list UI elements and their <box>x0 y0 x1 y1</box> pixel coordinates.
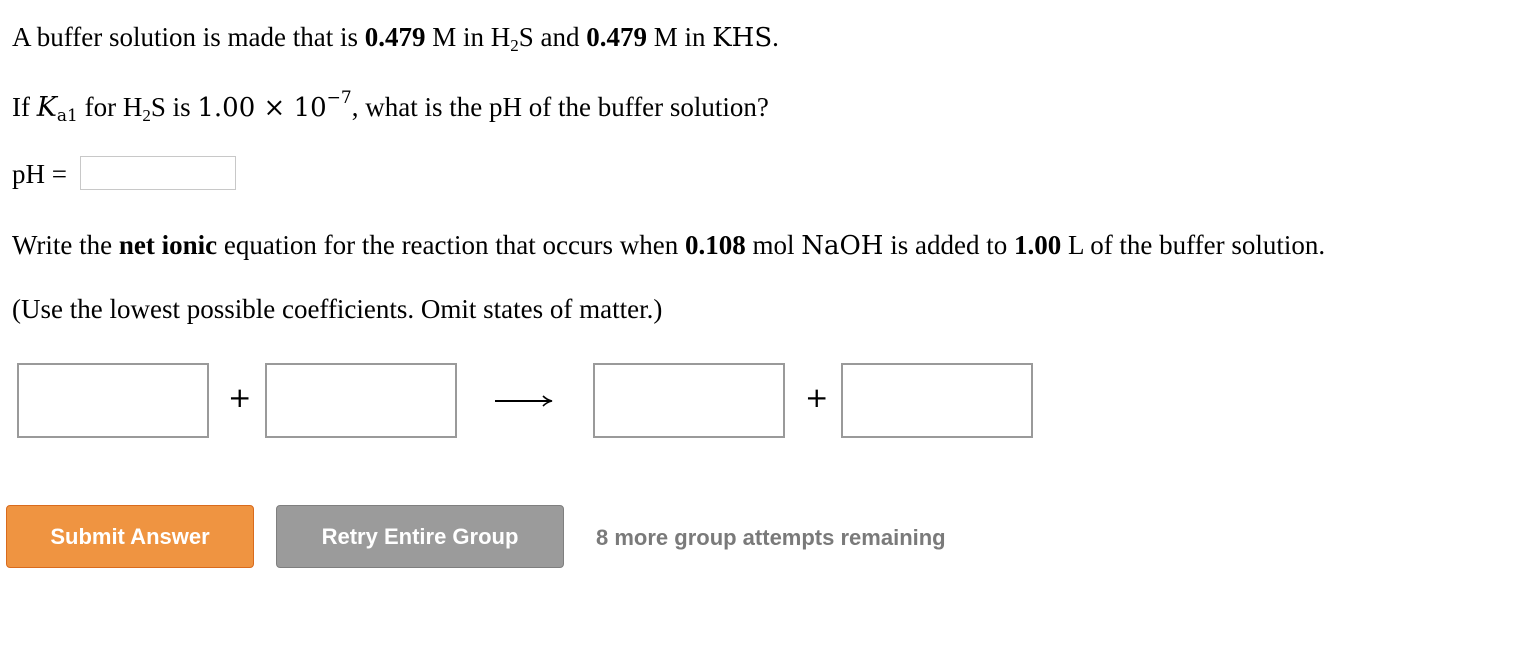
subscript: 2 <box>142 106 151 125</box>
text: Write the <box>12 230 119 260</box>
retry-entire-group-button[interactable]: Retry Entire Group <box>276 505 564 568</box>
text: mol <box>745 230 802 260</box>
text: . <box>772 22 779 52</box>
reactant-2-input[interactable] <box>265 363 457 438</box>
text: M in <box>646 22 713 52</box>
net-ionic-emphasis: net ionic <box>118 230 218 260</box>
buffer-description <box>12 22 779 55</box>
instructions: (Use the lowest possible coefficients. Omit states of matter.) <box>12 294 663 324</box>
text: equation for the reaction that occurs when <box>217 230 685 260</box>
naoh-formula: NaOH <box>801 231 884 261</box>
text: A buffer solution is made that is <box>12 22 365 52</box>
ka-question <box>12 88 769 126</box>
text: is added to <box>883 230 1014 260</box>
net-ionic-prompt <box>12 232 1325 259</box>
ph-label: pH = <box>12 159 67 189</box>
submit-answer-button[interactable]: Submit Answer <box>6 505 254 568</box>
attempts-remaining-text: 8 more group attempts remaining <box>596 525 946 550</box>
product-2-input[interactable] <box>841 363 1033 438</box>
ka-exponent: −7 <box>326 88 352 108</box>
ph-input[interactable] <box>80 156 236 190</box>
subscript: 2 <box>510 36 519 55</box>
text: , what is the pH of the buffer solution? <box>351 92 769 122</box>
ka-value: 1.00 × 10 <box>197 93 327 123</box>
product-1-input[interactable] <box>593 363 785 438</box>
plus-sign: + <box>228 381 252 414</box>
buffer-volume: 1.00 <box>1013 230 1062 260</box>
ka-symbol: K <box>36 92 57 123</box>
text: for H <box>77 92 143 122</box>
text: S is <box>150 92 198 122</box>
right-arrow-icon <box>494 390 554 410</box>
khs-concentration: 0.479 <box>586 22 647 52</box>
reactant-1-input[interactable] <box>17 363 209 438</box>
khs-formula: KHS <box>712 23 773 53</box>
text: M in H <box>425 22 511 52</box>
plus-sign: + <box>805 381 829 414</box>
text: If <box>12 92 37 122</box>
naoh-moles: 0.108 <box>684 230 746 260</box>
h2s-concentration: 0.479 <box>364 22 426 52</box>
text: L of the buffer solution. <box>1061 230 1326 260</box>
text: S and <box>518 22 587 52</box>
ka-subscript: a1 <box>56 106 78 126</box>
